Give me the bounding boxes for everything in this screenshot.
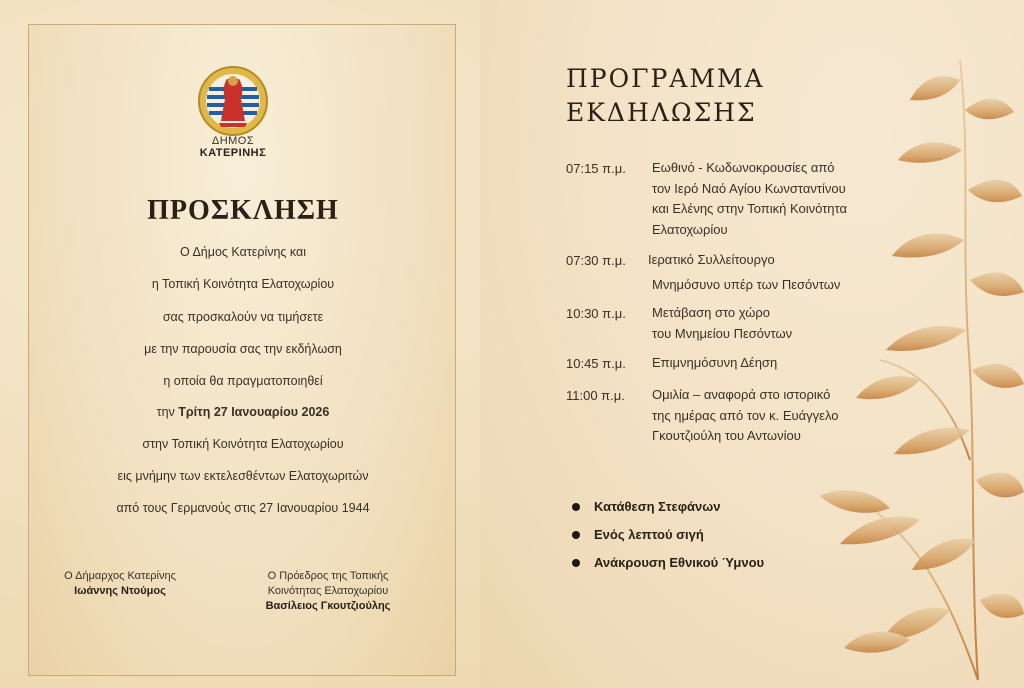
bullet-icon [572,531,580,539]
signature-name: Ιωάννης Ντούμος [74,585,166,597]
invitation-line: στην Τοπική Κοινότητα Ελατοχωρίου [142,437,344,451]
program-title-line: ΠΡΟΓΡΑΜΜΑ [566,64,765,93]
program-description [652,303,922,344]
invitation-card [28,24,456,676]
program-description-line: Γκουτζιούλη του Αντωνίου [652,428,801,443]
invitation-line: από τους Γερμανούς στις 27 Ιανουαρίου 1944 [116,501,370,515]
date-prefix: την [156,405,179,419]
event-date: Τρίτη 27 Ιανουαρίου 2026 [178,405,330,419]
invitation-title: ΠΡΟΣΚΛΗΣΗ [147,195,339,226]
signature-role: Ο Πρόεδρος της Τοπικής [267,570,389,582]
program-title [566,62,765,130]
bullet-text: Κατάθεση Στεφάνων [594,499,721,514]
invitation-line: Ο Δήμος Κατερίνης και [179,245,307,259]
program-bullet [572,555,764,570]
signature-role: Κοινότητας Ελατοχωρίου [267,585,389,597]
invitation-line: η Τοπική Κοινότητα Ελατοχωρίου [151,277,335,291]
invitation-date [29,405,457,419]
municipality-label: ΔΗΜΟΣ [211,135,255,147]
program-bullet [572,499,720,514]
invitation-line: με την παρουσία σας την εκδήλωση [144,342,342,356]
program-description [652,353,922,374]
program-description-line: Μετάβαση στο χώρο [652,305,771,320]
program-description-line: Εωθινό - Κωδωνοκρουσίες από [652,160,835,175]
signature-mayor [45,569,195,599]
signature-name: Βασίλειος Γκουτζιούλης [265,600,391,612]
program-title-line: ΕΚΔΗΛΩΣΗΣ [566,98,757,127]
program-description-line: του Μνημείου Πεσόντων [652,325,793,341]
program-description-line: Ελατοχωρίου [652,221,728,237]
program-description-line: της ημέρας από τον κ. Ευάγγελο [652,407,839,423]
program-description-line: Ιερατικό Συλλείτουργο [648,252,775,267]
bullet-text: Ενός λεπτού σιγή [594,527,704,542]
signature-role: Ο Δήμαρχος Κατερίνης [64,570,176,582]
invitation-line: εις μνήμην των εκτελεσθέντων Ελατοχωριτών [117,469,369,483]
invitation-line: σας προσκαλούν να τιμήσετε [162,310,324,324]
program-description [648,250,922,295]
program-description [652,158,922,240]
program-time: 07:15 π.μ. [566,161,626,176]
program-time: 10:45 π.μ. [566,356,626,371]
municipality-name: ΚΑΤΕΡΙΝΗΣ [199,147,267,159]
program-description-line: Ομιλία – αναφορά στο ιστορικό [652,387,831,402]
bullet-icon [572,559,580,567]
program-time: 10:30 π.μ. [566,306,626,321]
program-time: 11:00 π.μ. [566,388,625,403]
invitation-line: η οποία θα πραγματοποιηθεί [163,374,323,388]
program-time: 07:30 π.μ. [566,253,626,268]
bullet-icon [572,503,580,511]
bullet-text: Ανάκρουση Εθνικού Ύμνου [594,555,765,570]
program-description-line: Επιμνημόσυνη Δέηση [652,355,778,370]
program-description-line: Μνημόσυνο υπέρ των Πεσόντων [652,276,841,292]
program-description-line: και Ελένης στην Τοπική Κοινότητα [652,201,847,216]
municipality-seal-icon [197,65,269,137]
signature-president [235,569,421,614]
program-description [652,385,922,447]
program-bullet [572,527,704,542]
program-description-line: τον Ιερό Ναό Αγίου Κωνσταντίνου [652,180,846,196]
